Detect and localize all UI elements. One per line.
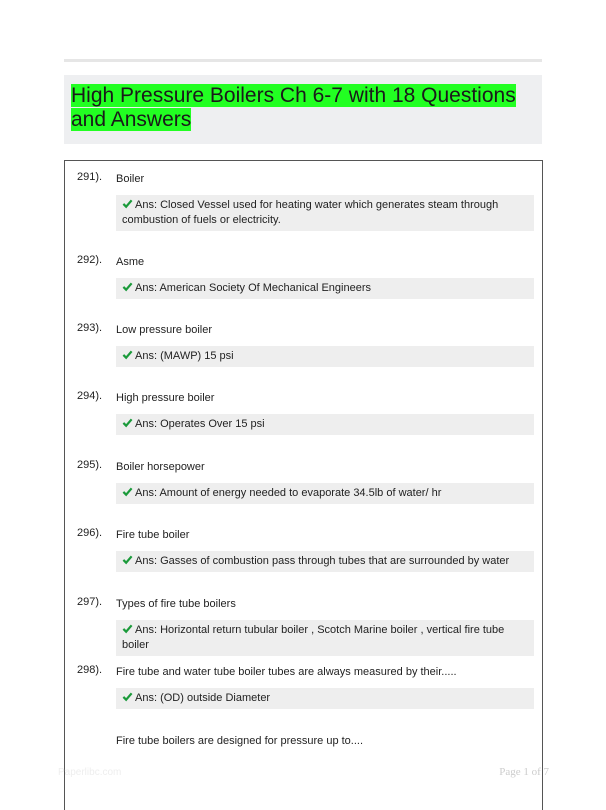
- answer-text: Ans: Gasses of combustion pass through tubes that are surrounded by water: [135, 555, 510, 567]
- question-number: 293).: [77, 322, 103, 334]
- question-text: Boiler: [116, 173, 145, 185]
- check-icon: [122, 417, 133, 428]
- question-text: High pressure boiler: [116, 392, 215, 404]
- title-highlight: High Pressure Boilers Ch 6-7 with 18 Questions and Answers: [71, 84, 516, 131]
- question-number: 298).: [77, 664, 103, 676]
- page-indicator: Page 1 of 7: [499, 766, 549, 778]
- answer-box: [116, 278, 534, 299]
- answer-text: Ans: Horizontal return tubular boiler , Scotch Marine boiler , vertical fire tube boiler: [122, 624, 505, 651]
- check-icon: [122, 554, 133, 565]
- question-text: Fire tube and water tube boiler tubes are always measured by their.....: [116, 666, 457, 678]
- check-icon: [122, 281, 133, 292]
- answer-box: [116, 346, 534, 367]
- title-banner: [64, 75, 542, 144]
- check-icon: [122, 486, 133, 497]
- question-number: 297).: [77, 596, 103, 608]
- answer-text: Ans: Operates Over 15 psi: [135, 418, 265, 430]
- answer-box: [116, 551, 534, 572]
- answer-text: Ans: Amount of energy needed to evaporate 34.5lb of water/ hr: [135, 487, 442, 499]
- question-number: 291).: [77, 171, 103, 183]
- question-text: Fire tube boilers are designed for pressure up to....: [116, 735, 364, 747]
- question-text: Fire tube boiler: [116, 529, 190, 541]
- answer-text: Ans: (OD) outside Diameter: [135, 692, 271, 704]
- answer-box: [116, 620, 534, 656]
- answer-box: [116, 195, 534, 231]
- question-text: Boiler horsepower: [116, 461, 205, 473]
- check-icon: [122, 349, 133, 360]
- answer-box: [116, 414, 534, 435]
- question-text: Asme: [116, 256, 145, 268]
- qa-list: [64, 160, 543, 810]
- top-divider: [64, 59, 542, 62]
- document-title: [71, 84, 542, 132]
- answer-text: Ans: (MAWP) 15 psi: [135, 350, 234, 362]
- check-icon: [122, 198, 133, 209]
- answer-text: Ans: American Society Of Mechanical Engineers: [135, 282, 372, 294]
- answer-text: Ans: Closed Vessel used for heating water which generates steam through combustion of fuels or electricity.: [122, 199, 499, 226]
- question-number: 296).: [77, 527, 103, 539]
- question-number: 295).: [77, 459, 103, 471]
- check-icon: [122, 623, 133, 634]
- check-icon: [122, 691, 133, 702]
- answer-box: [116, 483, 534, 504]
- question-number: 294).: [77, 390, 103, 402]
- question-number: 292).: [77, 254, 103, 266]
- answer-box: [116, 688, 534, 709]
- footer-watermark: Paperlibc.com: [58, 767, 122, 778]
- question-text: Low pressure boiler: [116, 324, 212, 336]
- question-text: Types of fire tube boilers: [116, 598, 236, 610]
